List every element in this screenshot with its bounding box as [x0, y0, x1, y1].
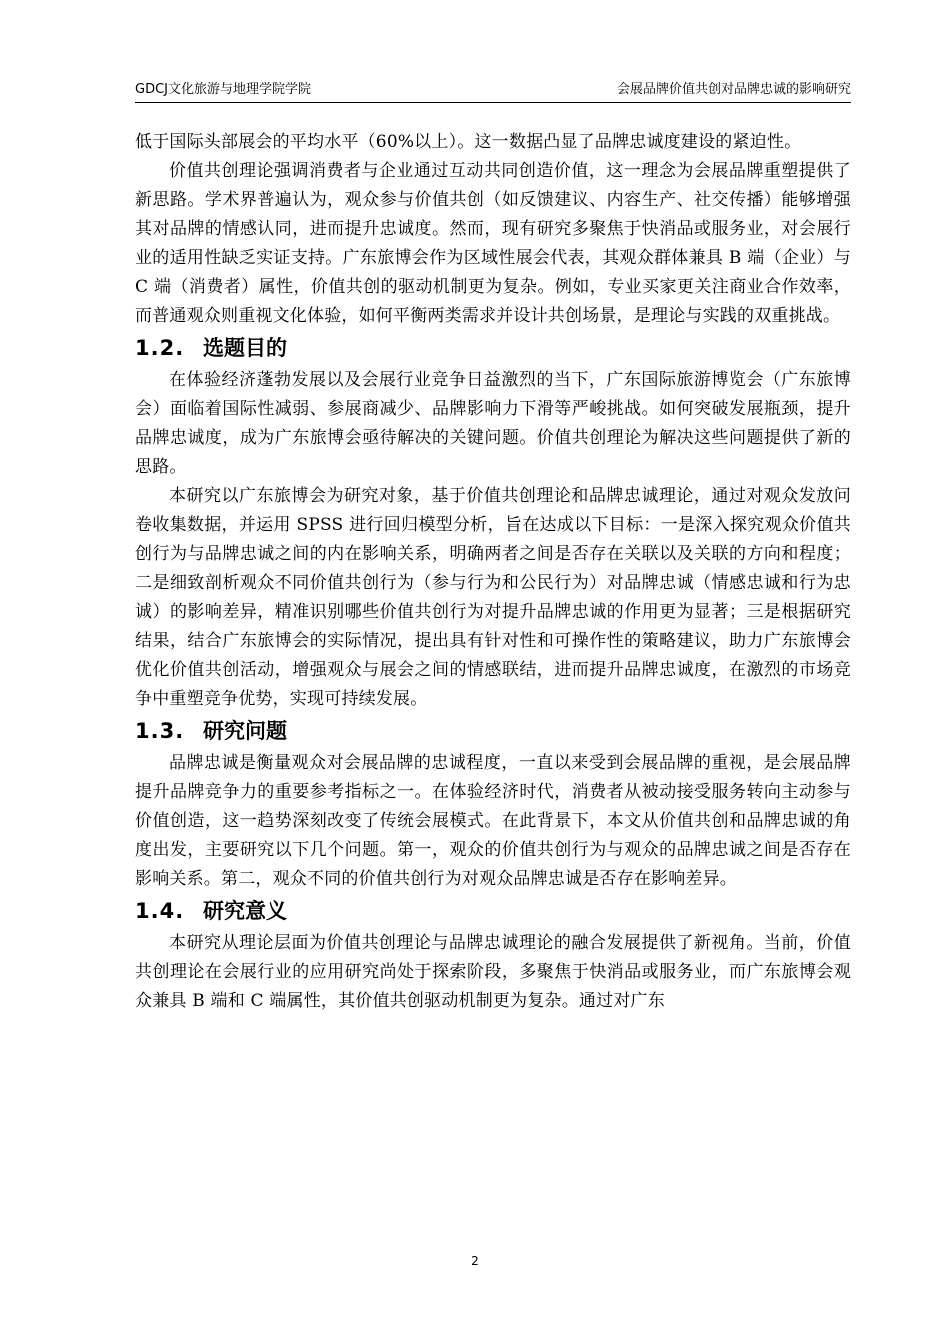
- document-body: [135, 128, 851, 1016]
- section-number: 1.3.: [135, 719, 185, 743]
- header-paper-title: 会展品牌价值共创对品牌忠诚的影响研究: [616, 82, 851, 97]
- paragraph: 本研究以广东旅博会为研究对象，基于价值共创理论和品牌忠诚理论，通过对观众发放问卷收集数据，并运用 SPSS 进行回归模型分析，旨在达成以下目标：一是深入探究观众价值共创行为与品牌忠诚之间的内在影响关系，明确两者之间是否存在关联以及关联的方向和程度；二是细致剖析观众不同价值共创行为（参与行为和公民行为）对品牌忠诚（情感忠诚和行为忠诚）的影响差异，精准识别哪些价值共创行为对提升品牌忠诚的作用更为显著；三是根据研究结果，结合广东旅博会的实际情况，提出具有针对性和可操作性的策略建议，助力广东旅博会优化价值共创活动，增强观众与展会之间的情感联结，进而提升品牌忠诚度，在激烈的市场竞争中重塑竞争优势，实现可持续发展。: [135, 486, 851, 709]
- header-institution: GDCJ文化旅游与地理学院学院: [135, 82, 311, 97]
- page-header: [135, 78, 851, 103]
- paragraph-continued: 低于国际头部展会的平均水平（60%以上）。这一数据凸显了品牌忠诚度建设的紧迫性。: [135, 132, 802, 152]
- section-number: 1.4.: [135, 899, 185, 923]
- section-number: 1.2.: [135, 336, 185, 360]
- paragraph: 品牌忠诚是衡量观众对会展品牌的忠诚程度，一直以来受到会展品牌的重视，是会展品牌提升品牌竞争力的重要参考指标之一。在体验经济时代，消费者从被动接受服务转向主动参与价值创造，这一趋势深刻改变了传统会展模式。在此背景下，本文从价值共创和品牌忠诚的角度出发，主要研究以下几个问题。第一，观众的价值共创行为与观众的品牌忠诚之间是否存在影响关系。第二，观众不同的价值共创行为对观众品牌忠诚是否存在影响差异。: [135, 753, 851, 889]
- section-heading-1-2: [135, 333, 851, 363]
- section-heading-1-4: [135, 896, 851, 926]
- section-title: 研究意义: [203, 899, 287, 923]
- section-title: 研究问题: [203, 719, 287, 743]
- paragraph: 本研究从理论层面为价值共创理论与品牌忠诚理论的融合发展提供了新视角。当前，价值共创理论在会展行业的应用研究尚处于探索阶段，多聚焦于快消品或服务业，而广东旅博会观众兼具 B 端和 C 端属性，其价值共创驱动机制更为复杂。通过对广东: [135, 933, 851, 1011]
- section-heading-1-3: [135, 716, 851, 746]
- page-number: 2: [471, 1254, 479, 1268]
- paragraph-value-cocreation: 价值共创理论强调消费者与企业通过互动共同创造价值，这一理念为会展品牌重塑提供了新思路。学术界普遍认为，观众参与价值共创（如反馈建议、内容生产、社交传播）能够增强其对品牌的情感认同，进而提升忠诚度。然而，现有研究多聚焦于快消品或服务业，对会展行业的适用性缺乏实证支持。广东旅博会作为区域性展会代表，其观众群体兼具 B 端（企业）与 C 端（消费者）属性，价值共创的驱动机制更为复杂。例如，专业买家更关注商业合作效率，而普通观众则重视文化体验，如何平衡两类需求并设计共创场景，是理论与实践的双重挑战。: [135, 161, 851, 326]
- section-title: 选题目的: [203, 336, 287, 360]
- paragraph: 在体验经济蓬勃发展以及会展行业竞争日益激烈的当下，广东国际旅游博览会（广东旅博会）面临着国际性减弱、参展商减少、品牌影响力下滑等严峻挑战。如何突破发展瓶颈，提升品牌忠诚度，成为广东旅博会亟待解决的关键问题。价值共创理论为解决这些问题提供了新的思路。: [135, 370, 851, 477]
